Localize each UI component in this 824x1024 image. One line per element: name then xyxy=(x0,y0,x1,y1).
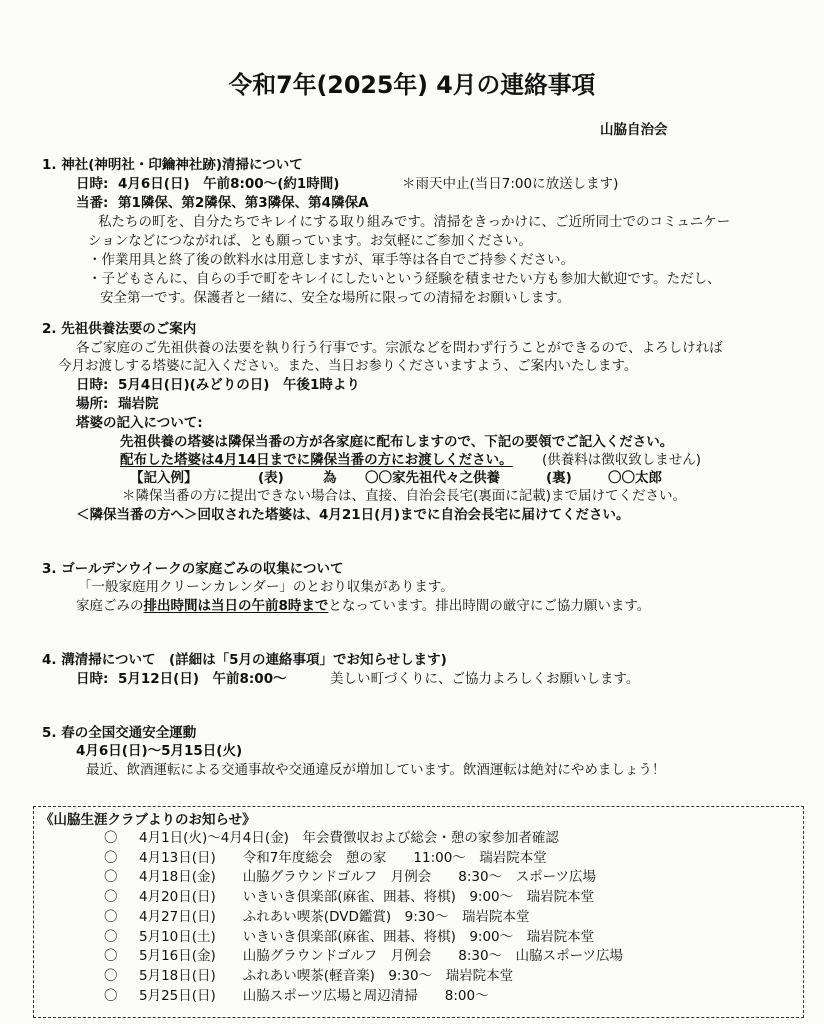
s1-date-value: 4月6日(日) 午前8:00～(約1時間) xyxy=(118,176,340,192)
example-front-label: (表) xyxy=(258,470,284,486)
s3-body-line-1: 「一般家庭用クリーンカレンダー」のとおり収集があります。 xyxy=(78,579,454,595)
section-3-heading: 3. ゴールデンウイークの家庭ごみの収集について xyxy=(42,561,344,577)
s1-bullet-2-cont: 安全第一です。保護者と一緒に、安全な場所に限っての清掃をお願いします。 xyxy=(100,290,571,306)
example-label: 【記入例】 xyxy=(130,470,198,486)
club-event-item: 4月1日(火)～4月4日(金) 年会費徴収および総会・憩の家参加者確認 xyxy=(139,830,559,846)
event-bullet-icon: 〇 xyxy=(104,948,118,965)
club-event-item: 4月20日(日) いきいき倶楽部(麻雀、囲碁、将棋) 9:00～ 瑞岩院本堂 xyxy=(139,889,595,906)
s3-body-line-2 xyxy=(76,597,650,615)
page-title: 令和7年(2025年) 4月の連絡事項 xyxy=(228,71,596,99)
event-bullet-icon: 〇 xyxy=(104,869,118,886)
s2-date-label: 日時: xyxy=(76,377,109,393)
club-event-item: 5月25日(日) 山脇スポーツ広場と周辺清掃 8:00～ xyxy=(139,987,489,1004)
s4-date-note: 美しい町づくりに、ご協力よろしくお願いします。 xyxy=(330,671,640,687)
s4-date-value: 5月12日(日) 午前8:00～ xyxy=(118,671,287,687)
section-2-heading: 2. 先祖供養法要のご案内 xyxy=(42,321,197,337)
club-event-item: 5月10日(土) いきいき倶楽部(麻雀、囲碁、将棋) 9:00～ 瑞岩院本堂 xyxy=(139,928,595,945)
example-back-label: (裏) xyxy=(546,470,572,486)
club-heading: 《山脇生涯クラブよりのお知らせ》 xyxy=(40,812,256,828)
event-bullet-icon: 〇 xyxy=(104,849,118,866)
s1-date-note: ＊雨天中止(当日7:00に放送します) xyxy=(402,176,619,192)
s2-body-line-2: 今月お渡しする塔婆に記入ください。また、当日お参りくださいますよう、ご案内いたします。 xyxy=(58,358,638,374)
s2-place-label: 場所: xyxy=(76,396,109,412)
section-5-heading: 5. 春の全国交通安全運動 xyxy=(42,725,197,741)
s1-body-line-1: 私たちの町を、自分たちでキレイにする取り組みです。清掃をきっかけに、ご近所同士でのコミュニケー xyxy=(98,214,731,230)
section-4-heading: 4. 溝清掃について (詳細は「5月の連絡事項」でお知らせします) xyxy=(42,652,447,668)
s1-duty-label: 当番: xyxy=(76,195,109,211)
s4-date-label: 日時: xyxy=(76,671,109,687)
example-front-value: 〇〇家先祖代々之供養 xyxy=(365,470,500,486)
s5-period: 4月6日(日)～5月15日(火) xyxy=(76,743,243,759)
event-bullet-icon: 〇 xyxy=(104,889,118,906)
s3-body-post: となっています。排出時間の厳守にご協力願います。 xyxy=(328,598,651,614)
toba-heading: 塔婆の記入について: xyxy=(76,415,203,431)
s2-note: ＊隣保当番の方に提出できない場合は、直接、自治会長宅(裏面に記載)まで届けてください。 xyxy=(122,488,687,504)
s1-bullet-2: ・子どもさんに、自らの手で町をキレイにしたいという経験を積ませたい方も参加大歓迎です。ただし、 xyxy=(88,271,721,287)
toba-instruction-1: 先祖供養の塔婆は隣保当番の方が各家庭に配布しますので、下記の要領でご記入ください。 xyxy=(120,434,674,450)
toba-fee-note: (供養料は徴収致しません) xyxy=(542,452,702,468)
club-notice-box xyxy=(33,806,804,1018)
event-bullet-icon: 〇 xyxy=(104,928,118,945)
s1-bullet-1: ・作業用具と終了後の飲料水は用意しますが、軍手等は各自でご持参ください。 xyxy=(88,252,574,268)
club-event-item: 4月27日(日) ふれあい喫茶(DVD鑑賞) 9:30～ 瑞岩院本堂 xyxy=(139,908,530,925)
toba-deadline: 配布した塔婆は4月14日までに隣保当番の方にお渡しください。 xyxy=(120,452,513,468)
club-event-item: 4月18日(金) 山脇グラウンドゴルフ 月例会 8:30～ スポーツ広場 xyxy=(139,869,597,886)
s1-body-line-2: ションなどにつながれば、とも願っています。お気軽にご参加ください。 xyxy=(88,233,532,249)
event-bullet-icon: 〇 xyxy=(104,830,118,846)
s2-body-line-1: 各ご家庭のご先祖供養の法要を執り行う行事です。宗派などを問わず行うことができるので、よろしければ xyxy=(76,340,723,356)
event-bullet-icon: 〇 xyxy=(104,967,118,984)
organization-name: 山脇自治会 xyxy=(600,122,668,138)
club-event-item: 4月13日(日) 令和7年度総会 憩の家 11:00～ 瑞岩院本堂 xyxy=(139,849,547,866)
s2-date-value: 5月4日(日)(みどりの日) 午後1時より xyxy=(118,377,360,393)
s1-date-label: 日時: xyxy=(76,176,109,192)
example-tame: 為 xyxy=(323,470,337,486)
event-bullet-icon: 〇 xyxy=(104,908,118,925)
s2-place-value: 瑞岩院 xyxy=(118,396,159,412)
club-event-item: 5月16日(金) 山脇グラウンドゴルフ 月例会 8:30～ 山脇スポーツ広場 xyxy=(139,948,624,965)
s3-body-underlined: 排出時間は当日の午前8時まで xyxy=(143,598,329,614)
event-bullet-icon: 〇 xyxy=(104,987,118,1004)
s2-collect-notice: ＜隣保当番の方へ＞回収された塔婆は、4月21日(月)までに自治会長宅に届けてください。 xyxy=(76,507,630,523)
s3-body-pre: 家庭ごみの xyxy=(76,598,144,614)
s5-body: 最近、飲酒運転による交通事故や交通違反が増加しています。飲酒運転は絶対にやめましょう！ xyxy=(86,762,666,778)
example-back-value: 〇〇太郎 xyxy=(608,470,662,486)
club-event-item: 5月18日(日) ふれあい喫茶(軽音楽) 9:30～ 瑞岩院本堂 xyxy=(139,967,514,984)
section-1-heading: 1. 神社(神明社・印鑰神社跡)清掃について xyxy=(42,157,303,173)
s1-duty-value: 第1隣保、第2隣保、第3隣保、第4隣保A xyxy=(118,195,369,211)
